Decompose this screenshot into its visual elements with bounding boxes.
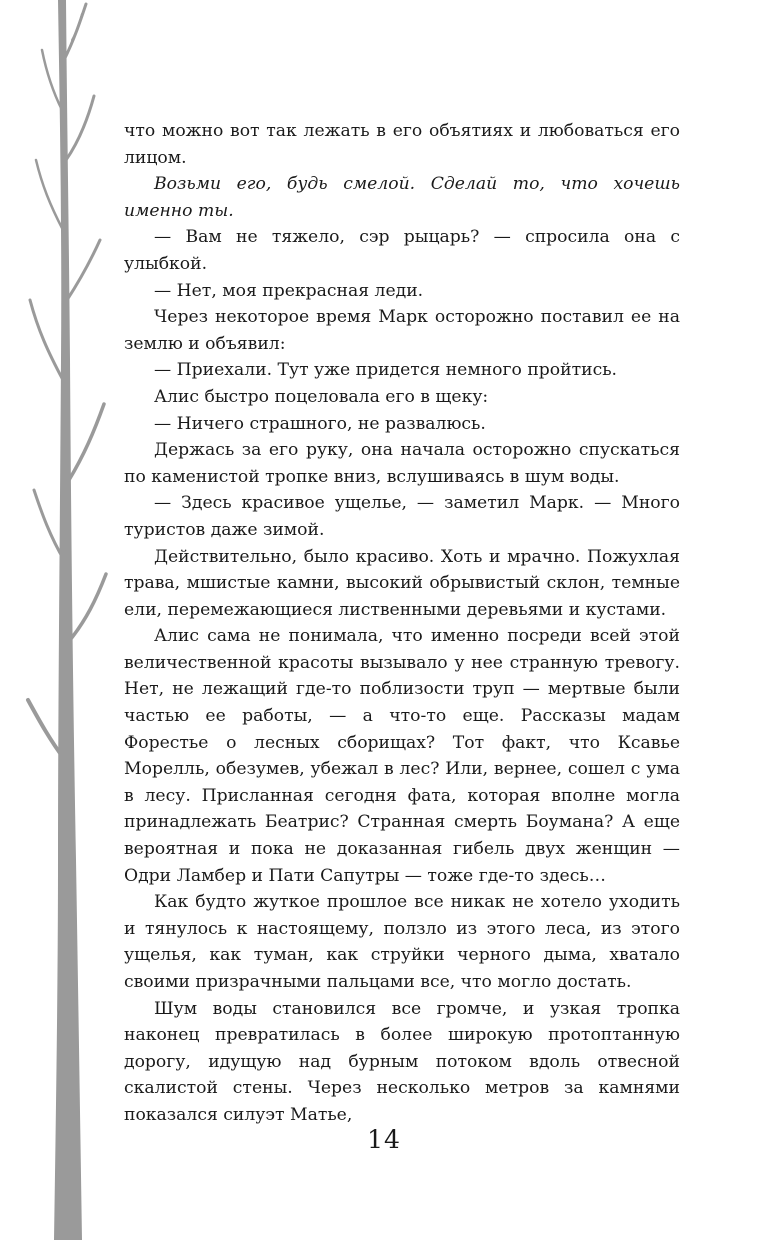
paragraph: Через некоторое время Марк осторожно поставил ее на землю и объявил: <box>124 307 680 354</box>
paragraph-dialogue: — Здесь красивое ущелье, — заметил Марк. — Много туристов даже зимой. <box>124 493 680 540</box>
paragraph: Шум воды становился все громче, и узкая тропка наконец превратилась в более широкую протоптанную дорогу, идущую над бурным потоком вдоль отвесной скалистой стены. Через несколько метров за камнями показался силуэт Матье, <box>124 998 680 1125</box>
paragraph-dialogue: — Приехали. Тут уже придется немного пройтись. <box>154 360 618 381</box>
tree-branch <box>67 240 100 300</box>
tree-trunk <box>54 0 82 1240</box>
paragraph: что можно вот так лежать в его объятиях и любоваться его лицом. <box>124 121 680 168</box>
tree-branch <box>34 490 64 560</box>
tree-branch <box>30 300 63 380</box>
paragraph-dialogue: — Нет, моя прекрасная леди. <box>154 280 424 301</box>
paragraph: Действительно, было красиво. Хоть и мрачно. Пожухлая трава, мшистые камни, высокий обрывистый склон, темные ели, перемежающиеся лиственными деревьями и кустами. <box>124 546 680 620</box>
paragraph: Как будто жуткое прошлое все никак не хотело уходить и тянулось к настоящему, ползло из этого леса, из этого ущелья, как туман, как струйки черного дыма, хватало своими призрачными пальцами все, что могло достать. <box>124 892 680 992</box>
tree-illustration <box>0 0 110 1240</box>
tree-branch <box>66 96 94 160</box>
book-text <box>124 118 680 1129</box>
paragraph-dialogue: — Ничего страшного, не развалюсь. <box>154 413 486 434</box>
paragraph-thought: Возьми его, будь смелой. Сделай то, что хочешь именно ты. <box>124 174 680 221</box>
page-number: 14 <box>367 1125 401 1154</box>
paragraph: Алис сама не понимала, что именно посреди всей этой величественной красоты вызывало у нее странную тревогу. Нет, не лежащий где-то поблизости труп — мертвые были частью ее работы, — а что-то еще. Рассказы мадам Форестье о лесных сборищах? Тот факт, что Ксавье Морелль, обезумев, убежал в лес? Или, вернее, сошел с ума в лесу. Присланная сегодня фата, которая вполне могла принадлежать Беатрис? Странная смерть Боумана? А еще вероятная и пока не доказанная гибель двух женщин — Одри Ламбер и Пати Сапутры — тоже где-то здесь… <box>124 626 680 886</box>
tree-branch <box>69 404 104 480</box>
paragraph: Держась за его руку, она начала осторожно спускаться по каменистой тропке вниз, вслушиваясь в шум воды. <box>124 440 680 487</box>
paragraph: Алис быстро поцеловала его в щеку: <box>154 386 489 407</box>
tree-branch <box>36 160 63 230</box>
tree-branch <box>70 574 106 640</box>
tree-branch <box>72 14 82 40</box>
paragraph-dialogue: — Вам не тяжело, сэр рыцарь? — спросила она с улыбкой. <box>124 227 680 274</box>
